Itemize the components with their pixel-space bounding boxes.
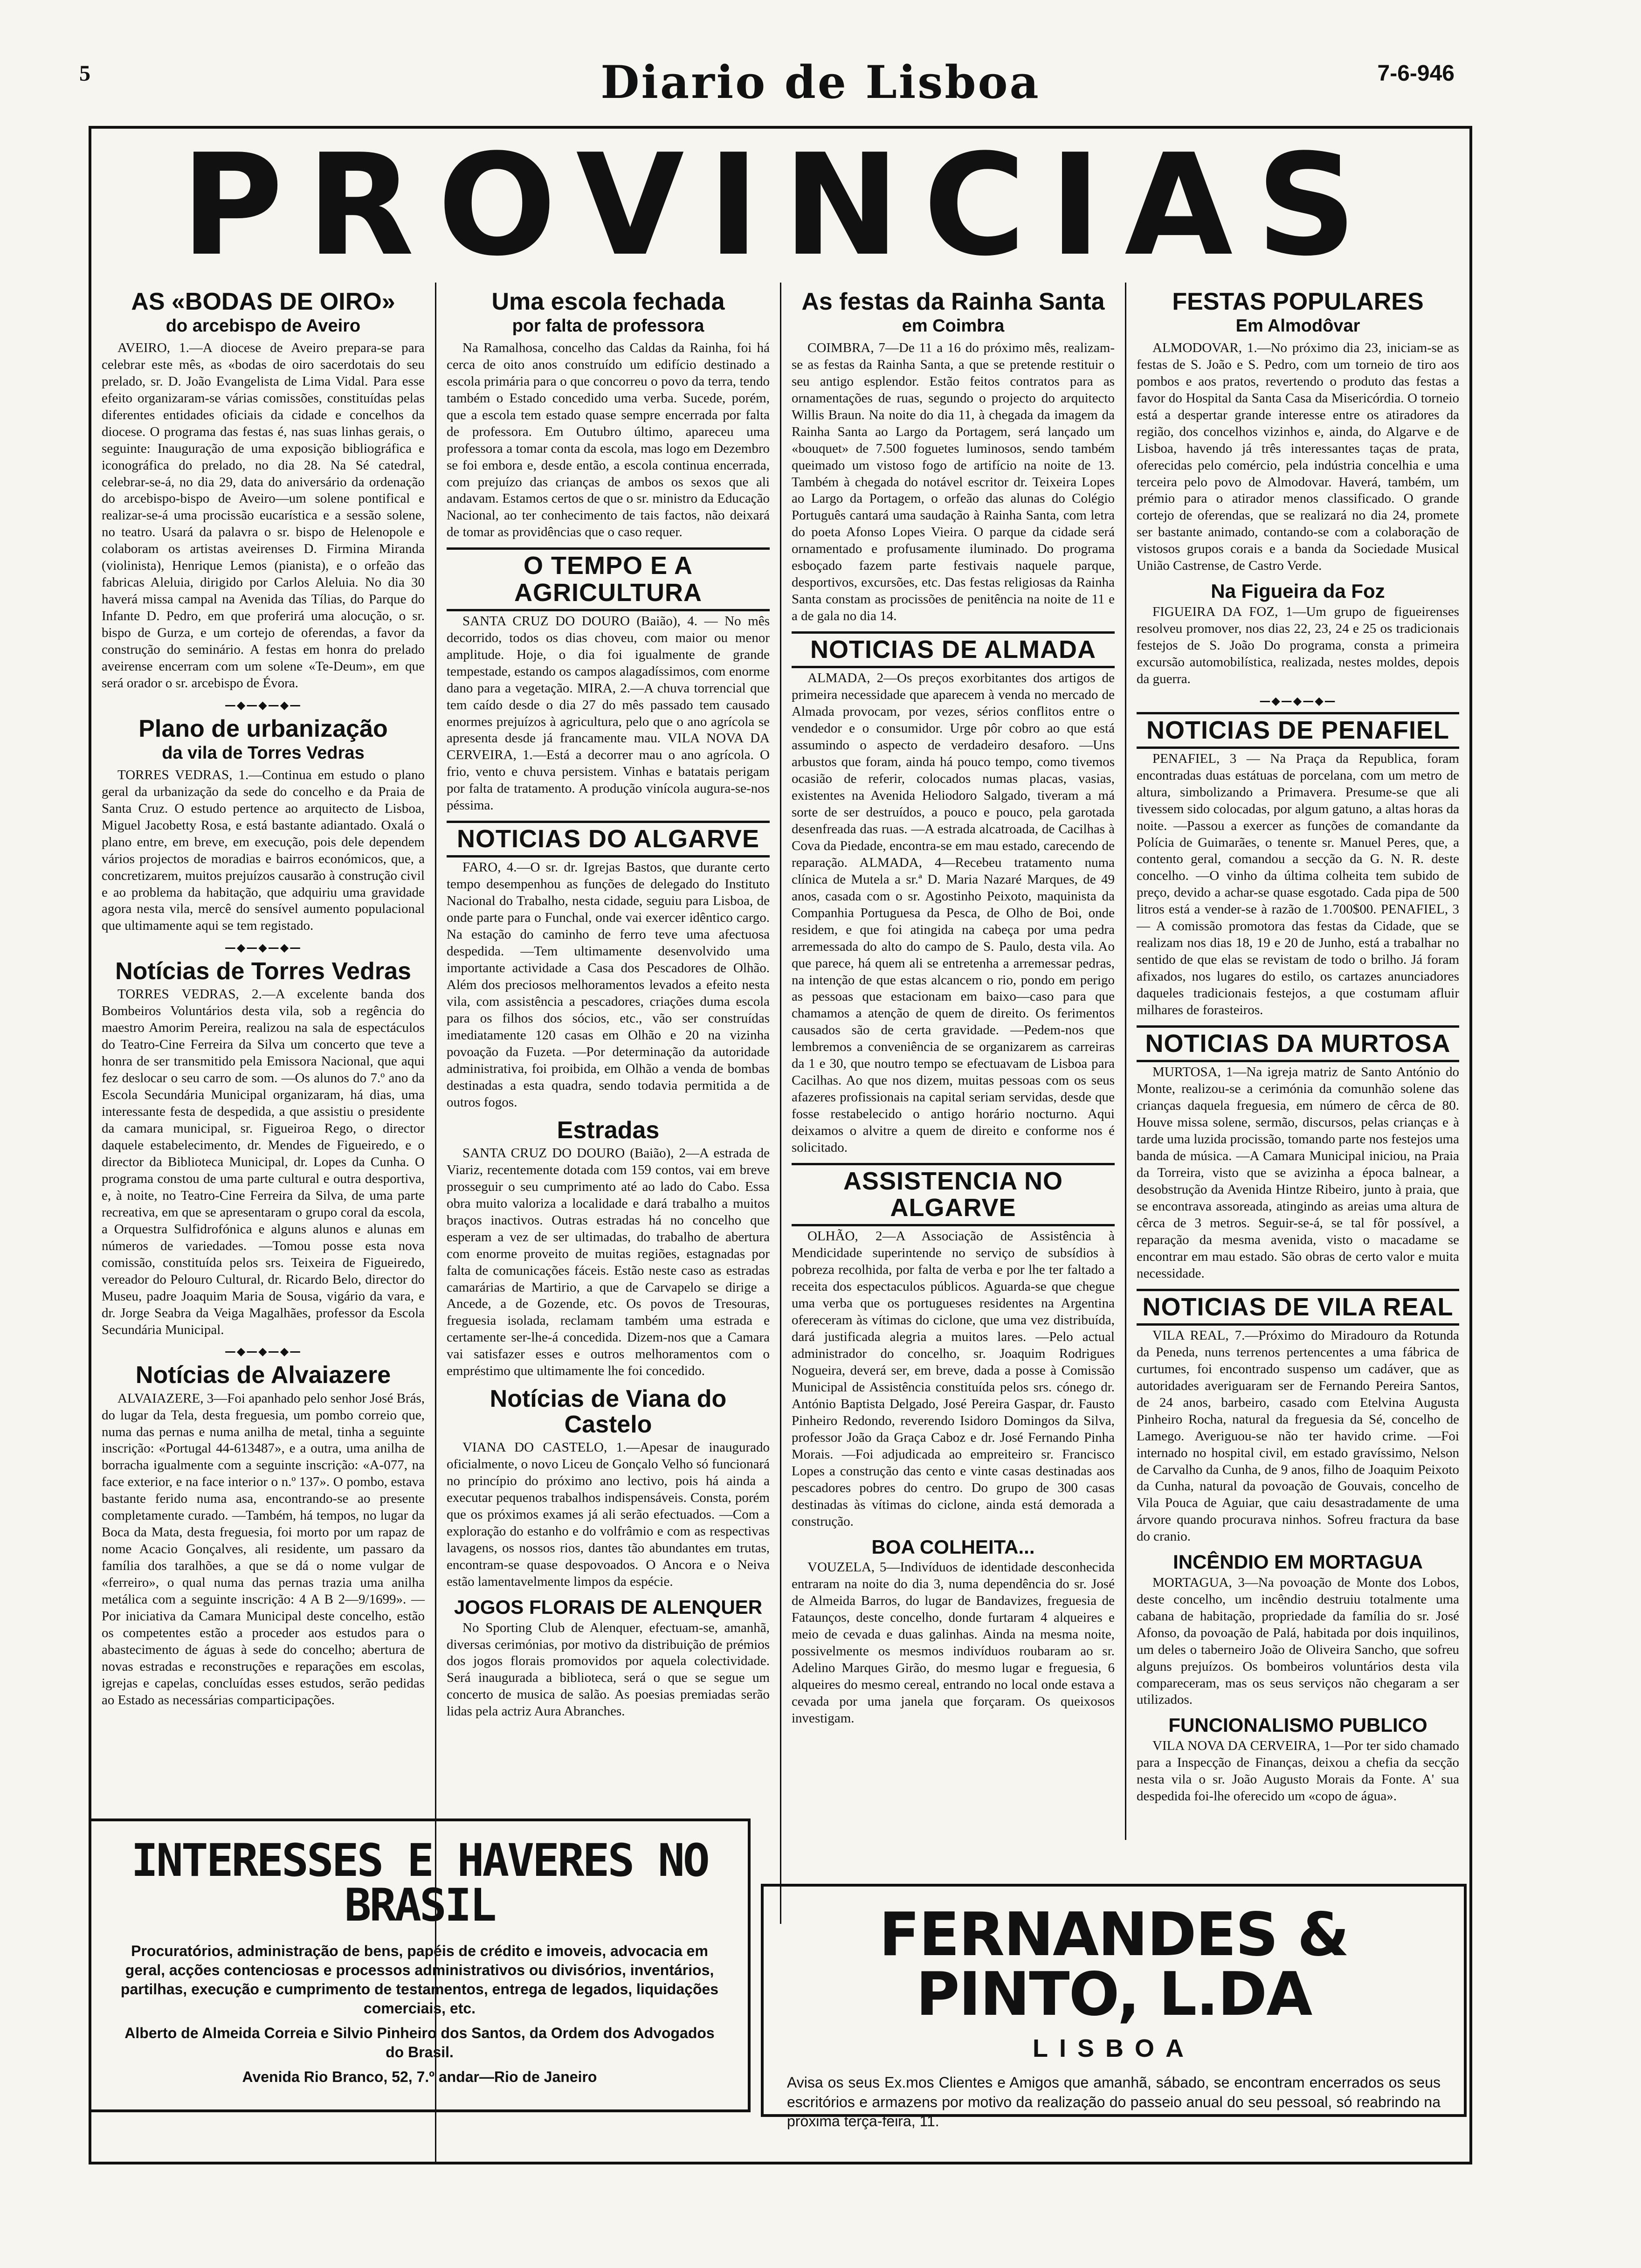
issue-date: 7-6-946 xyxy=(1377,61,1455,86)
ad-names: Alberto de Almeida Correia e Silvio Pinheiro dos Santos, da Ordem dos Advogados do Brasil. xyxy=(124,2024,715,2061)
article xyxy=(447,547,770,814)
article-body: VILA REAL, 7.—Próximo do Miradouro da Rotunda da Peneda, nuns terrenos pertencentes a uma fábrica de curtumes, foi encontrado suspenso um cadáver, que as autoridades averiguaram ser de Fernando Pereira Santos, de 24 anos, barbeiro, casado com Etelvina Augusta Pinheiro Rocha, natural da freguesia da Sé, concelho de Lamego. Averiguou-se não ter havido crime. —Foi internado no hospital civil, em estado gravíssimo, Nelson de Carvalho da Cunha, de 9 anos, filho de Joaquim Peixoto da Cunha, natural da povoação de Gouvais, concelho de Vila Pouca de Aguiar, que caiu desastradamente de uma árvore quando procurava ninhos. Sofreu fractura da base do cranio. xyxy=(1137,1328,1459,1544)
ad-title: FERNANDES & PINTO, L.DA xyxy=(879,1900,1349,2029)
article xyxy=(1137,289,1459,574)
article-headline: Plano de urbanização xyxy=(138,715,388,742)
advertisement-fernandes-pinto xyxy=(761,1884,1467,2130)
article xyxy=(792,289,1115,625)
article-headline: FUNCIONALISMO PUBLICO xyxy=(1168,1714,1427,1736)
ad-city: LISBOA xyxy=(1032,2034,1195,2062)
article-headline: Notícias de Alvaiazere xyxy=(135,1362,391,1389)
column-2 xyxy=(436,283,781,1924)
article-headline: Estradas xyxy=(557,1116,660,1144)
article xyxy=(447,821,770,1111)
ad-body: Procuratórios, administração de bens, papéis de crédito e imoveis, advocacia em geral, acções contenciosas e processos administrativos ou divisórios, inventários, partilhas, execução e cumprimento de testamentos, entrega de legados, liquidações comerciais, etc. xyxy=(120,1943,719,2017)
article xyxy=(1137,1025,1459,1282)
ad-title: INTERESSES E HAVERES NO BRASIL xyxy=(131,1834,708,1931)
article-subheadline: por falta de professora xyxy=(512,316,704,336)
ornament-divider: —◆—◆—◆— xyxy=(224,1345,302,1358)
article-headline: INCÊNDIO EM MORTAGUA xyxy=(1173,1551,1423,1573)
article-body: TORRES VEDRAS, 2.—A excelente banda dos Bombeiros Voluntários desta vila, sob a regência do maestro Amorim Pereira, realizou na sala de espectáculos do Teatro-Cine Ferreira da Silva um concerto que teve a honra de ser transmitido pela Emissora Nacional, que aqui fez deslocar o seu carro de som. —Os alunos do 7.º ano da Escola Secundária Municipal organizaram, há dias, uma interessante festa de despedida, a que assistiu o presidente da camara municipal, sr. Figueiroa Rego, o director daquele estabelecimento, dr. Mendes de Figueiredo, e o director da Biblioteca Municipal, dr. Lopes da Cunha. O programa constou de uma parte cultural e outra desportiva, e, à noite, no Teatro-Cine Ferreira da Silva, de uma parte recreativa, em que se apresentaram o grupo coral da escola, a Orquestra Sulfidrofónica e alguns alunos e alunas em números de variedades. —Tomou posse esta nova comissão, constituída pelos srs. Teixeira de Figueiredo, vereador do Pelouro Cultural, dr. Ricardo Belo, director do Museu, padre Joaquim Maria de Sousa, vigário da vara, e dr. Jorge Seabra da Veiga Magalhães, professor da Escola Secundária Municipal. xyxy=(102,987,425,1337)
article-headline: NOTICIAS DE ALMADA xyxy=(792,631,1115,668)
article-headline: Na Figueira da Foz xyxy=(1211,580,1385,602)
article-body: ALVAIAZERE, 3—Foi apanhado pelo senhor José Brás, do lugar da Tela, desta freguesia, um pombo correio que, numa das pernas e numa anilha de metal, tinha a seguinte inscrição: «Portugal 44-613487», e a outra, uma anilha de borracha igualmente com a seguinte inscrição: «A-077, na face exterior, e na face interior o n.º 137». O pombo, estava bastante ferido numa asa, encontrando-se ao presente completamente curado. —Também, há tempos, no lugar da Boca da Mata, desta freguesia, foi morto por um rapaz de nome Acacio Gonçalves, ali residente, um passaro da família dos taralhões, a que se dá o nome vulgar de «ferreiro», o qual numa das pernas trazia uma anilha metálica com a seguinte inscrição: 4 A B 2—9/1699». —Por iniciativa da Camara Municipal deste concelho, estão os competentes estão a proceder aos estudos para o abastecimento de águas à sede do concelho; abertura de novas estradas e reconstruções e reparações em escolas, igrejas e capelas, concluídas esses estudos, serão pedidas ao Estado as necessárias comparticipações. xyxy=(102,1390,425,1708)
article-body: VOUZELA, 5—Indivíduos de identidade desconhecida entraram na noite do dia 3, numa dependência do sr. José de Almeida Barros, do lugar de Bandavizes, freguesia de Fataunços, deste concelho, donde furtaram 4 alqueires e meio de cevada e duas galinhas. Ainda na mesma noite, possivelmente os mesmos indivíduos roubaram ao sr. Adelino Marques Girão, do mesmo lugar e freguesia, 6 alqueires do mesmo cereal, entrando no local onde estava a cevada por uma janela que forçaram. Os queixosos investigam. xyxy=(792,1560,1115,1726)
ad-address: Avenida Rio Branco, 52, 7.º andar—Rio de Janeiro xyxy=(242,2068,597,2085)
ornament-divider: —◆—◆—◆— xyxy=(224,698,302,712)
article-body: AVEIRO, 1.—A diocese de Aveiro prepara-se para celebrar este mês, as «bodas de oiro sacerdotais do seu prelado, sr. D. João Evangelista de Lima Vidal. Para esse efeito organizaram-se várias comissões, constituídas pelas diferentes entidades oficiais da cidade e concelhos da diocese. O programa das festas é, nas suas linhas gerais, o seguinte: Inauguração de uma exposição bibliográfica e iconográfica do prelado, no dia 28. Na Sé catedral, celebrar-se-á, no dia 29, data do aniversário da ordenação do arcebispo-bispo de Aveiro—um solene pontifical e realizar-se-á uma procissão eucarística e a sessão solene, no teatro. Usará da palavra o sr. bispo de Helenopole e colaboram os artistas aveirenses D. Firmina Miranda (violinista), Henrique Lemos (pianista), e o orfeão das fabricas Aleluia, dirigido por Carlos Aleluia. No dia 30 haverá missa campal na Avenida das Tílias, do Parque do Infante D. Pedro, em que proferirá uma alocução, o sr. bispo de Gurza, e um cortejo de oferendas, a favor da construção do seminário. A festas em honra do prelado aveirense encerram com um solene «Te-Deum», em que será orador o sr. arcebispo de Évora. xyxy=(102,340,425,691)
masthead: Diario de Lisboa xyxy=(600,56,1041,109)
column-3 xyxy=(781,283,1126,1840)
article xyxy=(447,289,770,541)
article xyxy=(792,1163,1115,1530)
article xyxy=(1137,1552,1459,1708)
article-body: VIANA DO CASTELO, 1.—Apesar de inaugurado oficialmente, o novo Liceu de Gonçalo Velho só funcionará no princípio do próximo ano lectivo, pois há ainda a executar pequenos trabalhos indispensáveis. Consta, porém que os próximos exames já ali serão efectuados. —Com a exploração do estanho e do volfrâmio e com as respectivas lavagens, os nossos rios, dantes tão abundantes em trutas, encontram-se quase despovoados. O Ancora e o Neiva estão lamentavelmente limpos da espécie. xyxy=(447,1440,770,1590)
article-body: FARO, 4.—O sr. dr. Igrejas Bastos, que durante certo tempo desempenhou as funções de delegado do Instituto Nacional do Trabalho, nesta cidade, seguiu para Lisboa, de onde parte para o Funchal, onde vai exercer idêntico cargo. Na estação do caminho de ferro teve uma afectuosa despedida. —Tem ultimamente desenvolvido uma importante actividade a Casa dos Pescadores de Olhão. Além dos preciosos melhoramentos levados a efeito nesta vila, com assistência a pescadores, criações duma escola para os filhos dos sócios, etc., vão ser construídas imediatamente 120 casas em Olhão e 20 na vizinha povoação da Fuzeta. —Por determinação da autoridade administrativa, foi proibida, em Olhão a venda de bombas destinadas a esta quadra, sendo todavia permitida a de outros fogos. xyxy=(447,860,770,1110)
article-subheadline: do arcebispo de Aveiro xyxy=(165,316,361,336)
article-headline: AS «BODAS DE OIRO» xyxy=(131,288,395,315)
article-body: FIGUEIRA DA FOZ, 1—Um grupo de figueirenses resolveu promover, nos dias 22, 23, 24 e 25 os tradicionais festejos de S. João Do programa, consta a primeira excursão automobilística, realizada, nestes moldes, depois da guerra. xyxy=(1137,604,1459,686)
article xyxy=(102,959,425,1338)
article xyxy=(1137,1715,1459,1805)
article-body: No Sporting Club de Alenquer, efectuam-se, amanhã, diversas cerimónias, por motivo da distribuição de prémios dos jogos florais promovidos por aquela colectividade. Será inaugurada a biblioteca, será o que se segue um concerto de musica de salão. As poesias premiadas serão lidas pela actriz Aura Abranches. xyxy=(447,1620,770,1719)
article-headline: JOGOS FLORAIS DE ALENQUER xyxy=(454,1596,763,1618)
article-headline: Uma escola fechada xyxy=(491,288,725,315)
article-subheadline: em Coimbra xyxy=(902,316,1005,336)
ad-body: Avisa os seus Ex.mos Clientes e Amigos que amanhã, sábado, se encontram encerrados os seus escritórios e armazens por motivo da realização do passeio anual do seu pessoal, só reabrindo na próxima terça-feira, 11. xyxy=(787,2074,1441,2130)
article xyxy=(1137,581,1459,687)
article-headline: NOTICIAS DE VILA REAL xyxy=(1137,1289,1459,1326)
article-headline: BOA COLHEITA... xyxy=(871,1535,1035,1558)
article xyxy=(447,1597,770,1720)
article-headline: NOTICIAS DO ALGARVE xyxy=(447,821,770,857)
article-headline: ASSISTENCIA NO ALGARVE xyxy=(792,1163,1115,1226)
advertisement-brasil xyxy=(89,1819,751,2112)
article-body: OLHÃO, 2—A Associação de Assistência à Mendicidade superintende no serviço de subsídios à pobreza recolhida, por falta de verba e por lhe ter faltado a receita dos espectaculos públicos. Aguarda-se que chegue uma verba que os portugueses residentes na Argentina ofereceram às vítimas do ciclone, que uma vez distribuída, dará justificada alegria a muitos lares. —Pelo actual administrador do concelho, sr. Joaquim Rodrigues Nogueira, deverá ser, em breve, dada a posse à Comissão Municipal de Assistência constituída pelos srs. cónego dr. António Baptista Delgado, José Pereira Gaspar, dr. Fausto Pinheiro Redondo, reverendo Isidoro Domingos da Silva, professor João da Graça Caboz e dr. José Fernando Pinha Morais. —Foi adjudicada ao empreiteiro sr. Francisco Lopes a construção das cento e vinte casas destinadas aos pescadores pobres do centro. Do grupo de 300 casas destinadas às vítimas do ciclone, ainda está demorada a construção. xyxy=(792,1229,1115,1529)
page-number: 5 xyxy=(79,61,90,86)
ornament-divider: —◆—◆—◆— xyxy=(1259,694,1337,707)
article-body: COIMBRA, 7—De 11 a 16 do próximo mês, realizam-se as festas da Rainha Santa, a que se pretende restituir o seu antigo esplendor. Estão feitos contratos para as ornamentações de ruas, segundo o projecto do arquitecto Willis Braun. Na noite do dia 11, à chegada da imagem da Rainha Santa ao Largo da Portagem, será lançado um «bouquet» de 7.500 foguetes luminosos, sendo também queimado um vistoso fogo de artifício na noite de 13. Também à chegada do notável escritor dr. Teixeira Lopes ao Largo da Portagem, o orfeão das alunas do Colégio Português cantará uma saudação à Rainha Santa, com letra do poeta Afonso Lopes Vieira. O parque da cidade será ornamentado e profusamente iluminado. Do programa esboçado fazem parte festivais naquele parque, desportivos, excursões, etc. Das festas religiosas da Rainha Santa constam as procissões de penitência na noite de 11 e a de gala no dia 14. xyxy=(792,340,1115,624)
article-body: SANTA CRUZ DO DOURO (Baião), 2—A estrada de Viariz, recentemente dotada com 159 contos, vai em breve prosseguir o seu cumprimento até ao lado do Cabo. Essa obra muito valoriza a localidade e dará trabalho a muitos braços inactivos. Outras estradas há no concelho que esperam a vez de ser ultimadas, do trabalho de abertura com enorme proveito de muitas regiões, estagnadas por falta de comunicações fáceis. Estão neste caso as estradas camarárias de Martirio, a que de Carvapelo se dirige a Ancede, a de Gozende, etc. Os povos de Tresouras, freguesia isolada, reclamam também uma estrada e certamente ser-lhe-á concedida. Dizem-nos que a Camara vai satisfazer esses e outros melhoramentos com o empréstimo que ultimamente lhe foi concedido. xyxy=(447,1145,770,1379)
article-body: ALMODOVAR, 1.—No próximo dia 23, iniciam-se as festas de S. João e S. Pedro, com um torneio de tiro aos pombos e aos pratos, revertendo o produto das festas a favor do Hospital da Santa Casa da Misericórdia. O torneio está a despertar grande interesse entre os atiradores da região, dos concelhos vizinhos e, ainda, do Algarve e de Lisboa, havendo já três interessantes taças de prata, oferecidas pelo comércio, pela indústria concelhia e uma terceira pelo povo de Almodovar. Haverá, também, um prémio para o atirador menos classificado. O grande cortejo de oferendas, que se realizará no dia 24, promete ser bastante animado, contando-se com a colaboração de vistosos grupos corais e a banda da Sociedade Musical União Castrense, de Castro Verde. xyxy=(1137,340,1459,574)
page-header xyxy=(0,56,1641,126)
article-headline: Notícias de Torres Vedras xyxy=(115,958,411,985)
article-body: MORTAGUA, 3—Na povoação de Monte dos Lobos, deste concelho, um incêndio destruiu totalmente uma cabana de habitação, propriedade da família do sr. José Afonso, da povoação de Palá, habitada por dois inquilinos, um deles o taberneiro João de Oliveira Sancho, que sofreu alguns prejuízos. Os bombeiros voluntários desta vila compareceram, mas os seus serviços não chegaram a ser utilizados. xyxy=(1137,1575,1459,1708)
article-subheadline: da vila de Torres Vedras xyxy=(162,743,365,763)
article-subheadline: Em Almodôvar xyxy=(1235,316,1360,336)
article-headline: NOTICIAS DE PENAFIEL xyxy=(1137,712,1459,749)
ornament-divider: —◆—◆—◆— xyxy=(224,941,302,954)
article-body: VILA NOVA DA CERVEIRA, 1—Por ter sido chamado para a Inspecção de Finanças, deixou a chefia da secção nesta vila o sr. João Augusto Morais da Fonte. A' sua despedida foi-lhe oferecido um «copo de água». xyxy=(1137,1738,1459,1804)
column-4 xyxy=(1126,283,1469,1840)
article-body: PENAFIEL, 3 — Na Praça da Republica, foram encontradas duas estátuas de porcelana, com um metro de altura, simbolizando a Primavera. Presume-se que ali tivessem sido colocadas, por algum gatuno, a altas horas da noite. —Passou a exercer as funções de comandante da Polícia de Guimarães, o tenente sr. Manuel Peres, que, a contento geral, comandou a secção da G. N. R. deste concelho. —O vinho da última colheita tem subido de preço, devido a achar-se quase esgotado. Cada pipa de 500 litros está a vender-se à razão de 1.700$00. PENAFIEL, 3 — A comissão promotora das festas da Cidade, que se realizam nos dias 18, 19 e 20 de Junho, está a trabalhar no sentido de que elas se revistam de todo o brilho. Já foram afixados, nos lugares do estilo, os cartazes anunciadores daqueles tradicionais festejos, a que costumam afluir milhares de forasteiros. xyxy=(1137,751,1459,1018)
article xyxy=(792,1537,1115,1727)
article xyxy=(1137,1289,1459,1546)
article-body: SANTA CRUZ DO DOURO (Baião), 4. — No mês decorrido, todos os dias choveu, com maior ou menor amplitude. Hoje, o dia foi igualmente de grande tempestade, estando os campos alagadíssimos, com enorme dano para a vegetação. MIRA, 2.—A chuva torrencial que tem caído desde o dia 27 do mês passado tem causado enormes prejuízos à agricultura, pelo que o ano agrícola se apresenta desde já francamente mau. VILA NOVA DA CERVEIRA, 1.—Está a decorrer mau o ano agrícola. O frio, vento e chuva persistem. Vinhas e batatais perigam por falta de tratamento. A produção vinícola augura-se-nos péssima. xyxy=(447,613,770,813)
article xyxy=(102,289,425,692)
article-headline: FESTAS POPULARES xyxy=(1172,288,1424,315)
article xyxy=(792,631,1115,1156)
article xyxy=(447,1386,770,1590)
article-headline: NOTICIAS DA MURTOSA xyxy=(1137,1025,1459,1062)
article-headline: O TEMPO E A AGRICULTURA xyxy=(447,547,770,611)
article xyxy=(447,1118,770,1380)
article xyxy=(102,716,425,934)
article-headline: As festas da Rainha Santa xyxy=(801,288,1105,315)
article-headline: Notícias de Viana do Castelo xyxy=(490,1385,727,1438)
article-body: TORRES VEDRAS, 1.—Continua em estudo o plano geral da urbanização da sede do concelho e da Praia de Santa Cruz. O estudo pertence ao arquitecto de Lisboa, Miguel Jacobetty Rosa, e está bastante adiantado. Oxalá o plano entre, em breve, em execução, pois dele dependem vários projectos de moradias e bairros económicos, que, a concretizarem, muitos prejuízos causarão à construção civil e ao problema da habitação, que adquiriu uma gravidade agora nesta vila, mercê do sensível aumento populacional que ultimamente aqui se tem registado. xyxy=(102,767,425,933)
article-body: MURTOSA, 1—Na igreja matriz de Santo António do Monte, realizou-se a cerimónia da comunhão solene das crianças daquela freguesia, em número de cêrca de 80. Houve missa solene, sermão, discursos, pelas crianças e à tarde uma luzida procissão, tomando parte nos festejos uma banda de música. —A Camara Municipal iniciou, na Praia da Torreira, visto que se avizinha a época balnear, a desobstrução da Avenida Hintze Ribeiro, junto à praia, que se encontrava assoreada, atingindo as areias uma altura de cêrca de 3 metros. Seguir-se-á, se tal fôr possível, a reparação da mesma avenida, visto o macadame se encontrar em mau estado. São obras de certo valor e muita necessidade. xyxy=(1137,1065,1459,1281)
article-body: Na Ramalhosa, concelho das Caldas da Rainha, foi há cerca de oito anos construído um edifício destinado a escola primária para o que concorreu o povo da terra, tendo também o Estado concedido uma verba. Sucede, porém, que a escola tem estado quase sempre encerrada por falta de professora. Em Outubro último, apareceu uma professora a tomar conta da escola, mas logo em Dezembro se foi embora e, desde então, a escola continua encerrada, com prejuízo das crianças de ambos os sexos que ali andavam. Estamos certos de que o sr. ministro da Educação Nacional, ao ter conhecimento de tais factos, não deixará de tomar as providências que o caso requer. xyxy=(447,340,770,540)
section-banner: PROVINCIAS xyxy=(180,129,1380,283)
article xyxy=(1137,712,1459,1019)
article-body: ALMADA, 2—Os preços exorbitantes dos artigos de primeira necessidade que aparecem à venda no mercado de Almada provocam, por vezes, sérios conflitos entre o vendedor e o consumidor. Urge pôr cobro ao que está assumindo o aspecto de verdadeiro desaforo. —Uns arbustos que foram, ainda há pouco tempo, como tivemos ocasião de referir, colocados numas placas, vasias, existentes na Avenida Heliodoro Salgado, tiveram a má sorte de ser destruídos, a pouco e pouco, pela garotada desenfreada das ruas. —A estrada alcatroada, de Cacilhas à Cova da Piedade, encontra-se em mau estado, carecendo de reparação. ALMADA, 4—Recebeu tratamento numa clínica de Mutela a sr.ª D. Maria Nazaré Marques, de 49 anos, casada com o sr. Agostinho Peixoto, maquinista da Companhia Portuguesa da Pesca, de Olho de Boi, onde residem, e que foi atingida na cabeça por uma pedra arremessada do alto do campo de S. Paulo, desta vila. Ao que parece, há quem ali se entretenha a arremessar pedras, na intenção de que estas alcancem o rio, pondo em perigo as pessoas que estacionam em baixo—caso para que chamamos a atenção de quem de direito. Os ferimentos causados são de certa gravidade. —Pedem-nos que lembremos a conveniência de se organizarem as carreiras da 1 e 30, que noutro tempo se efectuavam de Lisboa para Cacilhas. Ao que nos dizem, muitas pessoas com os seus afazeres profissionais na capital seriam servidas, desde que fosse restabelecido o antigo horário nocturno. Aqui deixamos o alvitre a quem de direito e conforme nos é solicitado. xyxy=(792,671,1115,1155)
article xyxy=(102,1362,425,1708)
